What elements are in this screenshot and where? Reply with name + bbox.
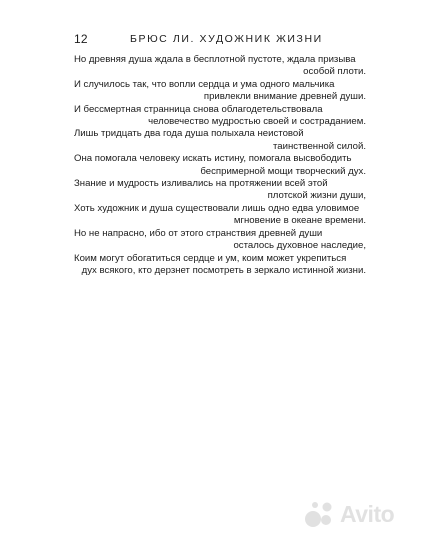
poem-line: Коим могут обогатиться сердце и ум, коим может укрепиться bbox=[74, 252, 347, 264]
avito-watermark bbox=[304, 498, 414, 530]
poem-line: Но древняя душа ждала в бесплотной пустоте, ждала призыва bbox=[74, 54, 356, 65]
poem-line: таинственной силой. bbox=[273, 140, 366, 152]
page-number: 12 bbox=[74, 32, 88, 46]
poem-line: Лишь тридцать два года душа полыхала неистовой bbox=[74, 128, 304, 140]
poem-line: особой плоти. bbox=[303, 66, 366, 78]
poem-line: Хоть художник и душа существовали лишь одно едва уловимое bbox=[74, 202, 360, 214]
running-head: БРЮС ЛИ. ХУДОЖНИК ЖИЗНИ bbox=[130, 33, 323, 45]
poem-line: осталось духовное наследие, bbox=[233, 240, 366, 252]
poem-line: привлекли внимание древней души. bbox=[203, 91, 366, 103]
poem-line: плотской жизни души, bbox=[267, 190, 366, 202]
avito-dots-icon bbox=[304, 500, 336, 528]
watermark-text: Avito bbox=[340, 501, 395, 527]
poem-line: человечество мудростью своей и состраданием. bbox=[148, 116, 366, 128]
poem-line: Но не напрасно, ибо от этого странствия древней души bbox=[74, 227, 323, 239]
poem-line: И случилось так, что вопли сердца и ума одного мальчика bbox=[74, 78, 335, 90]
poem-line: Она помогала человеку искать истину, помогала высвободить bbox=[74, 153, 352, 165]
poem-line: мгновение в океане времени. bbox=[233, 215, 366, 227]
poem-line: Знание и мудрость изливались на протяжении всей этой bbox=[74, 178, 328, 190]
poem-line: беспримерной мощи творческий дух. bbox=[200, 165, 366, 177]
poem-line: И бессмертная странница снова облагодетельствовала bbox=[74, 103, 323, 115]
poem-body bbox=[74, 54, 366, 277]
poem-line: дух всякого, кто дерзнет посмотреть в зеркало истинной жизни. bbox=[81, 264, 366, 276]
page-header bbox=[74, 32, 386, 48]
